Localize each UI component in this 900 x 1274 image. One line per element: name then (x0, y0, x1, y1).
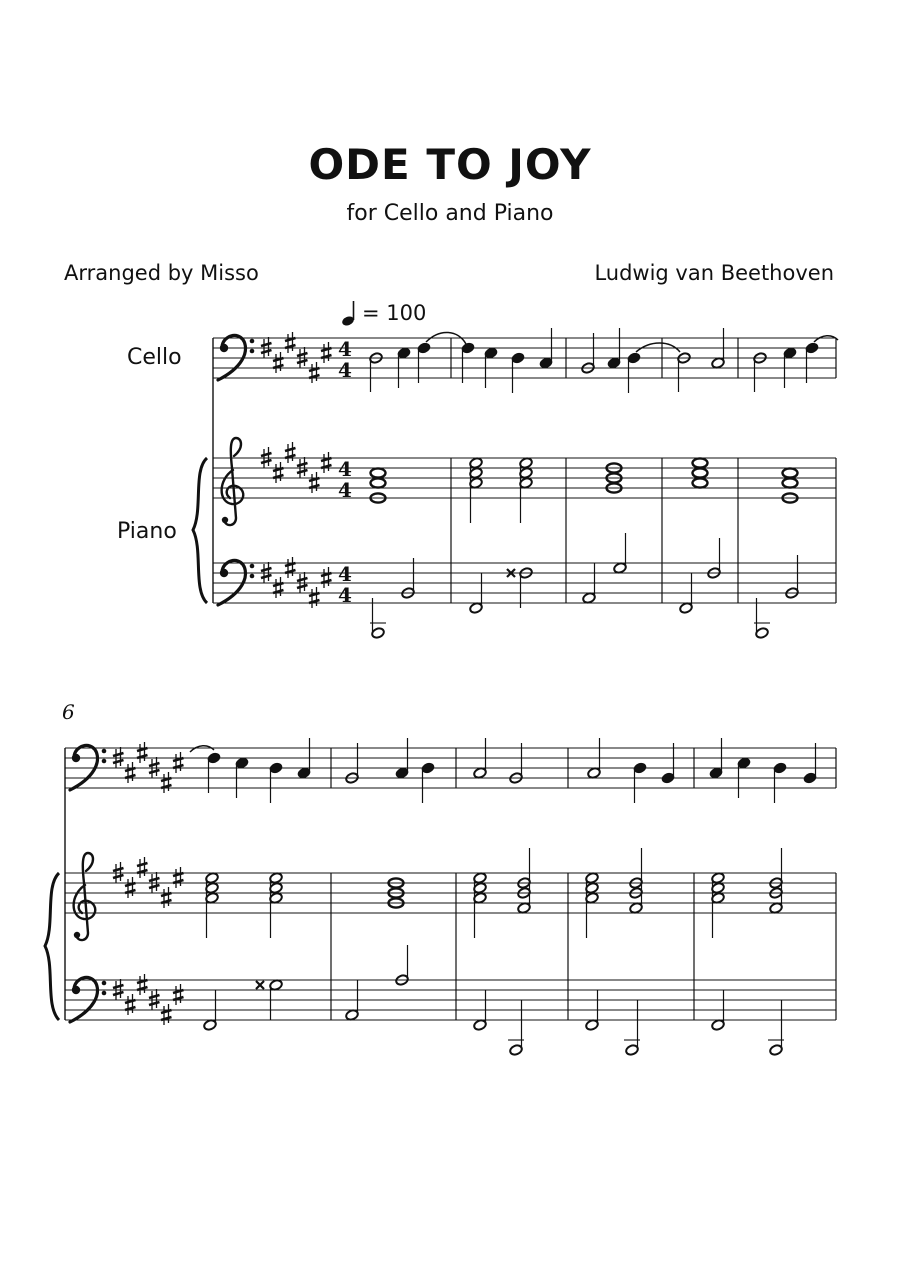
tempo-value: = 100 (362, 301, 427, 325)
piano-label: Piano (117, 519, 177, 544)
composer-credit: Ludwig van Beethoven (594, 261, 834, 285)
piano-bass-notes-2 (203, 945, 784, 1056)
measure-number-6: 6 (62, 700, 75, 724)
piano-brace-2 (45, 873, 59, 1020)
time-sig-cello-bottom: 4 (338, 358, 352, 382)
score-title: ODE TO JOY (308, 140, 592, 189)
piano-brace (193, 458, 207, 603)
cello-label: Cello (127, 345, 182, 370)
score-subtitle: for Cello and Piano (346, 201, 554, 226)
time-sig-treble-top: 4 (338, 457, 352, 481)
arranger-credit: Arranged by Misso (64, 261, 259, 285)
time-sig-cello-top: 4 (338, 337, 352, 361)
piano-bass-notes-1 (370, 533, 799, 639)
system-1 (193, 328, 838, 639)
cello-staff-1 (213, 338, 836, 378)
system-2 (45, 738, 836, 1056)
time-sig-treble-bottom: 4 (338, 478, 352, 502)
piano-treble-chords-1 (371, 457, 798, 523)
time-sig-bass-bottom: 4 (338, 583, 352, 607)
time-sig-bass-top: 4 (338, 562, 352, 586)
